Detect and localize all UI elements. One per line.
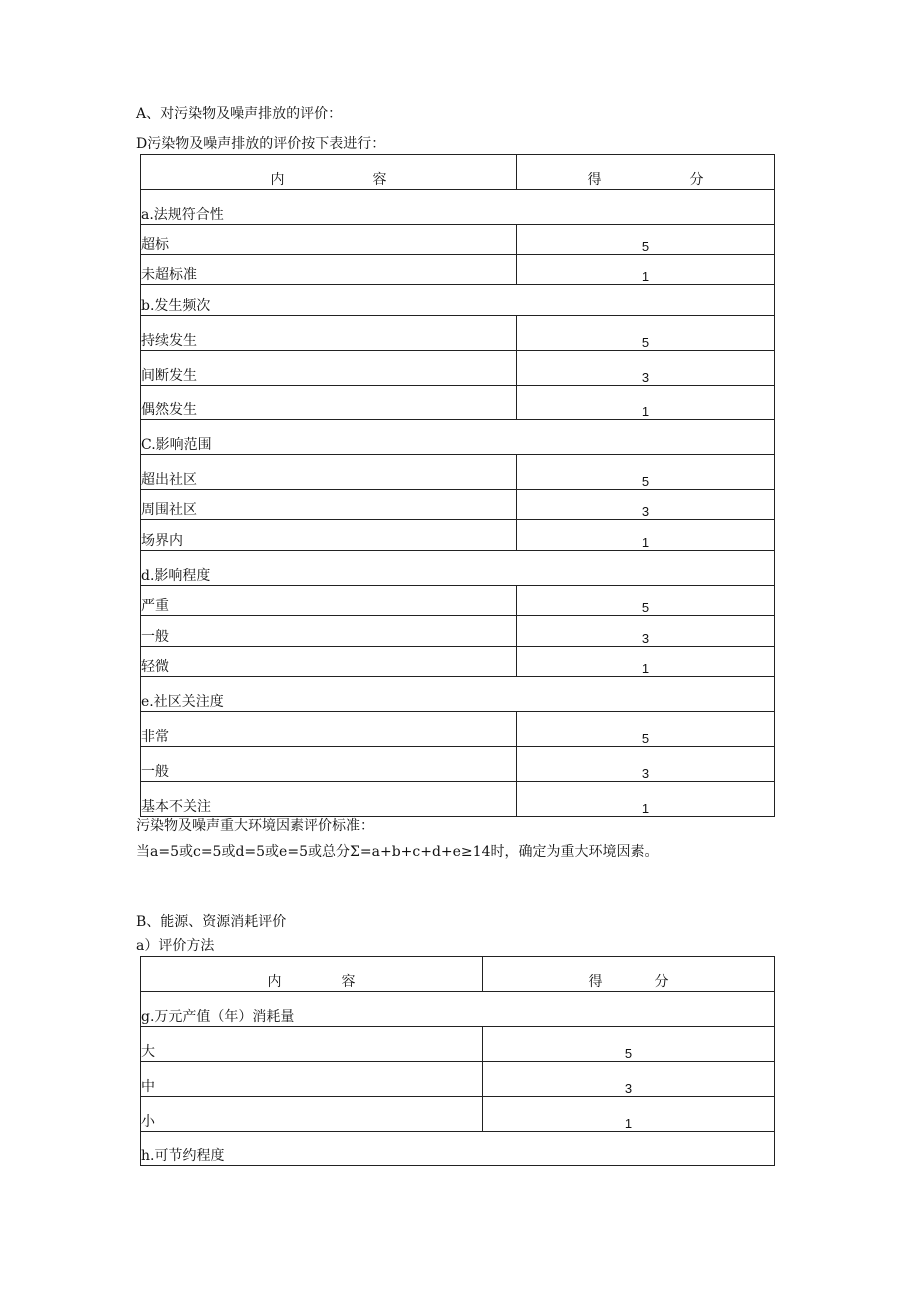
category-row <box>141 992 775 1027</box>
category-row <box>141 551 775 586</box>
table-row <box>141 1062 775 1097</box>
category-label: b.发生频次 <box>141 285 775 316</box>
section-b-method: a）评价方法 <box>136 938 215 954</box>
header-score-cell <box>483 957 775 992</box>
header-score-char-1: 得 <box>588 974 603 990</box>
item-score: 3 <box>517 747 775 782</box>
energy-score-table <box>140 956 775 1166</box>
item-label: 基本不关注 <box>141 782 517 817</box>
item-label: 非常 <box>141 712 517 747</box>
item-label: 小 <box>141 1097 483 1132</box>
header-content-cell <box>141 957 483 992</box>
table-header-row <box>141 155 775 190</box>
item-score: 1 <box>483 1097 775 1132</box>
table-row <box>141 490 775 520</box>
item-score: 3 <box>517 616 775 647</box>
item-score: 5 <box>517 316 775 351</box>
category-label: h.可节约程度 <box>141 1132 775 1166</box>
header-content-char-2: 容 <box>341 974 356 990</box>
item-score: 5 <box>517 225 775 255</box>
header-content-char-1: 内 <box>270 172 285 188</box>
category-label: a.法规符合性 <box>141 190 775 225</box>
header-content-char-2: 容 <box>372 172 387 188</box>
item-label: 未超标准 <box>141 255 517 285</box>
header-score-char-2: 分 <box>689 172 704 188</box>
table-header-row <box>141 957 775 992</box>
item-score: 1 <box>517 782 775 817</box>
criteria-text: 当a=5或c=5或d=5或e=5或总分Σ=a+b+c+d+e≥14时，确定为重大环境因素。 <box>136 844 659 860</box>
item-score: 5 <box>517 712 775 747</box>
category-label: g.万元产值（年）消耗量 <box>141 992 775 1027</box>
header-score-char-1: 得 <box>587 172 602 188</box>
table-row <box>141 520 775 551</box>
item-score: 3 <box>483 1062 775 1097</box>
item-label: 大 <box>141 1027 483 1062</box>
item-label: 一般 <box>141 616 517 647</box>
item-label: 严重 <box>141 586 517 616</box>
table-row <box>141 782 775 817</box>
item-label: 周围社区 <box>141 490 517 520</box>
section-a-intro: D污染物及噪声排放的评价按下表进行： <box>136 136 386 152</box>
item-label: 持续发生 <box>141 316 517 351</box>
header-score-char-2: 分 <box>654 974 669 990</box>
header-score-cell <box>517 155 775 190</box>
table-row <box>141 647 775 677</box>
item-label: 偶然发生 <box>141 386 517 420</box>
item-score: 3 <box>517 490 775 520</box>
item-label: 一般 <box>141 747 517 782</box>
pollution-score-table <box>140 154 775 817</box>
table-row <box>141 1027 775 1062</box>
item-score: 1 <box>517 255 775 285</box>
criteria-title: 污染物及噪声重大环境因素评价标准： <box>136 818 374 834</box>
header-content-cell <box>141 155 517 190</box>
category-row <box>141 285 775 316</box>
section-b-title: B、能源、资源消耗评价 <box>136 914 287 930</box>
item-score: 5 <box>517 455 775 490</box>
item-label: 场界内 <box>141 520 517 551</box>
table-row <box>141 316 775 351</box>
category-row <box>141 1132 775 1166</box>
item-label: 超标 <box>141 225 517 255</box>
table-row <box>141 1097 775 1132</box>
item-score: 1 <box>517 520 775 551</box>
section-a-title: A、对污染物及噪声排放的评价： <box>136 106 343 122</box>
item-score: 1 <box>517 647 775 677</box>
item-label: 间断发生 <box>141 351 517 386</box>
item-label: 中 <box>141 1062 483 1097</box>
item-label: 超出社区 <box>141 455 517 490</box>
category-row <box>141 677 775 712</box>
item-score: 3 <box>517 351 775 386</box>
category-label: d.影响程度 <box>141 551 775 586</box>
table-row <box>141 747 775 782</box>
table-row <box>141 225 775 255</box>
table-row <box>141 712 775 747</box>
item-score: 5 <box>483 1027 775 1062</box>
category-row <box>141 420 775 455</box>
item-score: 1 <box>517 386 775 420</box>
header-content-char-1: 内 <box>267 974 282 990</box>
table-row <box>141 255 775 285</box>
table-row <box>141 386 775 420</box>
category-label: e.社区关注度 <box>141 677 775 712</box>
category-label: C.影响范围 <box>141 420 775 455</box>
table-row <box>141 586 775 616</box>
item-label: 轻微 <box>141 647 517 677</box>
table-row <box>141 616 775 647</box>
category-row <box>141 190 775 225</box>
table-row <box>141 351 775 386</box>
table-row <box>141 455 775 490</box>
item-score: 5 <box>517 586 775 616</box>
